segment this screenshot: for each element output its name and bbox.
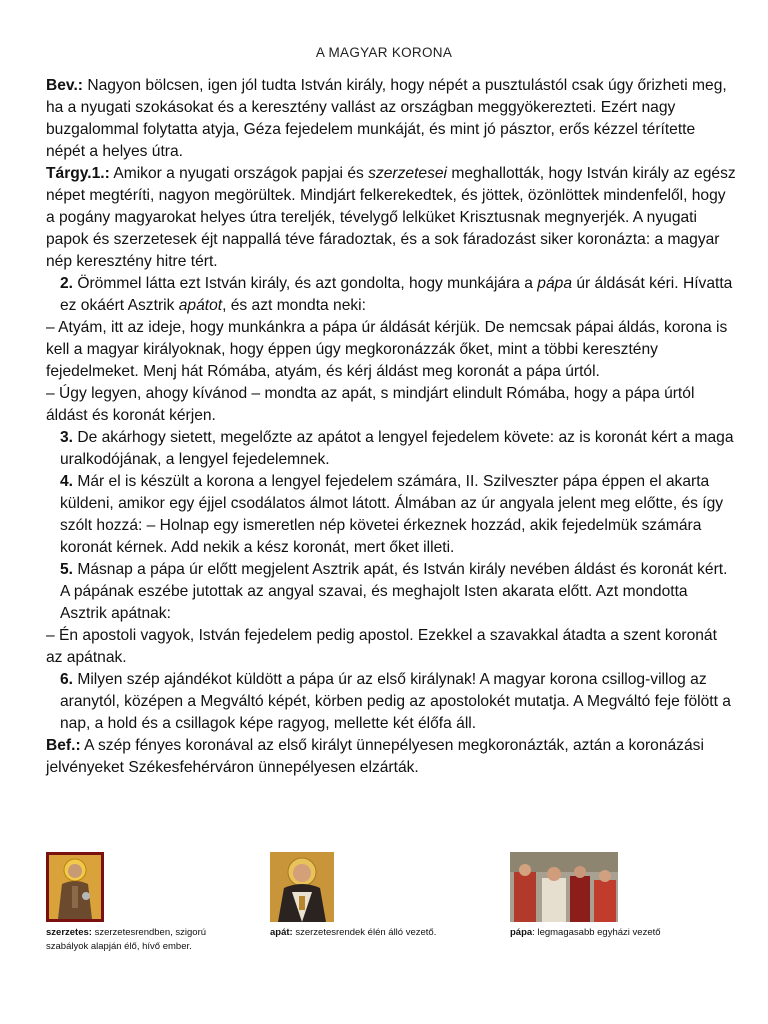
p5-text: Másnap a pápa úr előtt megjelent Asztrik apát, és István király nevében áldást és koronát kért. A pápának eszébe jutottak az angyal szavai, és meghajolt Isten akarata előtt. Azt mondotta Asztrik apátnak:: [60, 561, 728, 622]
caption-term: pápa: [510, 927, 533, 938]
p4-number: 4.: [60, 473, 74, 490]
t1-text-b: meghallották, hogy István király az egész népet megtéríti, nagyon megörültek. Mindjárt felkerekedtek, és jöttek, özönlöttek mindenfelől, hogy a pogány magyarokat helyes útra tereljék, tévelygő lelküket Krisztusnak megnyerjék. A nyugati papok és szerzetesek éjt nappallá téve fáradoztak, és a sok fáradozást siker koronázta: a magyar nép keresztény hitre tért.: [46, 165, 736, 270]
bev-label: Bev.:: [46, 77, 83, 94]
caption-szerzetes: [46, 926, 236, 954]
caption-text: : legmagasabb egyházi vezető: [532, 927, 661, 938]
p3-number: 3.: [60, 429, 74, 446]
p4-text: Már el is készült a korona a lengyel fejedelem számára, II. Szilveszter pápa éppen el akarta küldeni, amikor egy éjjel csodálatos álmot látott. Álmában az úr angyala jelent meg előtte, és így szólt hozzá: – Holnap egy ismeretlen nép követei érkeznek hozzád, akik fejedelmük számára koronát kérnek. Add nekik a kész koronát, mert őket illeti.: [60, 473, 724, 556]
t1-text-a: Amikor a nyugati országok papjai és: [109, 165, 369, 182]
p2-text-c: , és azt mondta neki:: [222, 297, 366, 314]
bev-text: Nagyon bölcsen, igen jól tudta István király, hogy népét a pusztulástól csak úgy őrizheti meg, ha a nyugati szokásokat és a keresztény vallást az országban meggyökerezteti. Ezért nagy buzgalommal folytatta atyja, Géza fejedelem munkáját, és mint jó pásztor, erős kézzel térítette népét a helyes útra.: [46, 77, 727, 160]
caption-apat: [270, 926, 460, 940]
abbot-portrait-image: [270, 852, 334, 922]
caption-papa: [510, 926, 670, 940]
monk-icon-image: [46, 852, 104, 922]
page-title: A MAGYAR KORONA: [315, 45, 453, 60]
p6-text: Milyen szép ajándékot küldött a pápa úr az első királynak! A magyar korona csillog-villog az aranytól, középen a Megváltó képét, körben pedig az apostolokét mutatja. A Megváltó feje fölött a nap, a hold és a csillagok képe ragyog, mellette két élőfa áll.: [60, 671, 731, 732]
p2-text-a: Örömmel látta ezt István király, és azt gondolta, hogy munkájára a: [73, 275, 538, 292]
paragraph-6: [46, 669, 736, 735]
bef-text: A szép fényes koronával az első királyt ünnepélyesen megkoronázták, aztán a koronázási jelvényeket Székesfehérváron ünnepélyesen elzárták.: [46, 737, 704, 776]
p6-number: 6.: [60, 671, 74, 688]
p2-italic-1: pápa: [537, 275, 572, 292]
paragraph-3: [46, 427, 736, 471]
p2-italic-2: apátot: [178, 297, 223, 314]
p2-text-b: úr áldását kéri. Hívatta ez okáért Asztrik: [60, 275, 733, 314]
paragraph-5-speech: – Én apostoli vagyok, István fejedelem pedig apostol. Ezekkel a szavakkal átadta a szent koronát az apátnak.: [46, 627, 717, 666]
paragraph-5: [46, 559, 736, 625]
paragraph-2: [46, 273, 736, 317]
bef-label: Bef.:: [46, 737, 81, 754]
t1-italic: szerzetesei: [368, 165, 448, 182]
caption-text: szerzetesrendek élén álló vezető.: [292, 927, 437, 938]
document-body: [46, 75, 736, 779]
caption-term: apát:: [270, 927, 293, 938]
paragraph-2-reply: – Úgy legyen, ahogy kívánod – mondta az apát, s mindjárt elindult Rómába, hogy a pápa úrtól áldást és koronát kérjen.: [46, 385, 695, 424]
t1-label: Tárgy.1.:: [46, 165, 110, 182]
p5-number: 5.: [60, 561, 74, 578]
p2-number: 2.: [60, 275, 74, 292]
pope-painting-image: [510, 852, 618, 922]
caption-text: szerzetesrendben, szigorú szabályok alapján élő, hívő ember.: [46, 927, 207, 952]
p3-text: De akárhogy sietett, megelőzte az apátot a lengyel fejedelem követe: az is koronát kért a maga uralkodójának, a lengyel fejedelemnek.: [60, 429, 734, 468]
paragraph-2-speech: – Atyám, itt az ideje, hogy munkánkra a pápa úr áldását kérjük. De nemcsak pápai áldás, korona is kell a magyar királyoknak, hogy éppen úgy megkoronázzák őket, mint a többi keresztény fejedelmeket. Menj hát Rómába, atyám, és kérj áldást meg koronát a pápa úrtól.: [46, 319, 728, 380]
paragraph-1: [46, 163, 736, 273]
caption-term: szerzetes:: [46, 927, 92, 938]
paragraph-bev: [46, 75, 736, 163]
paragraph-4: [46, 471, 736, 559]
paragraph-bef: [46, 735, 736, 779]
